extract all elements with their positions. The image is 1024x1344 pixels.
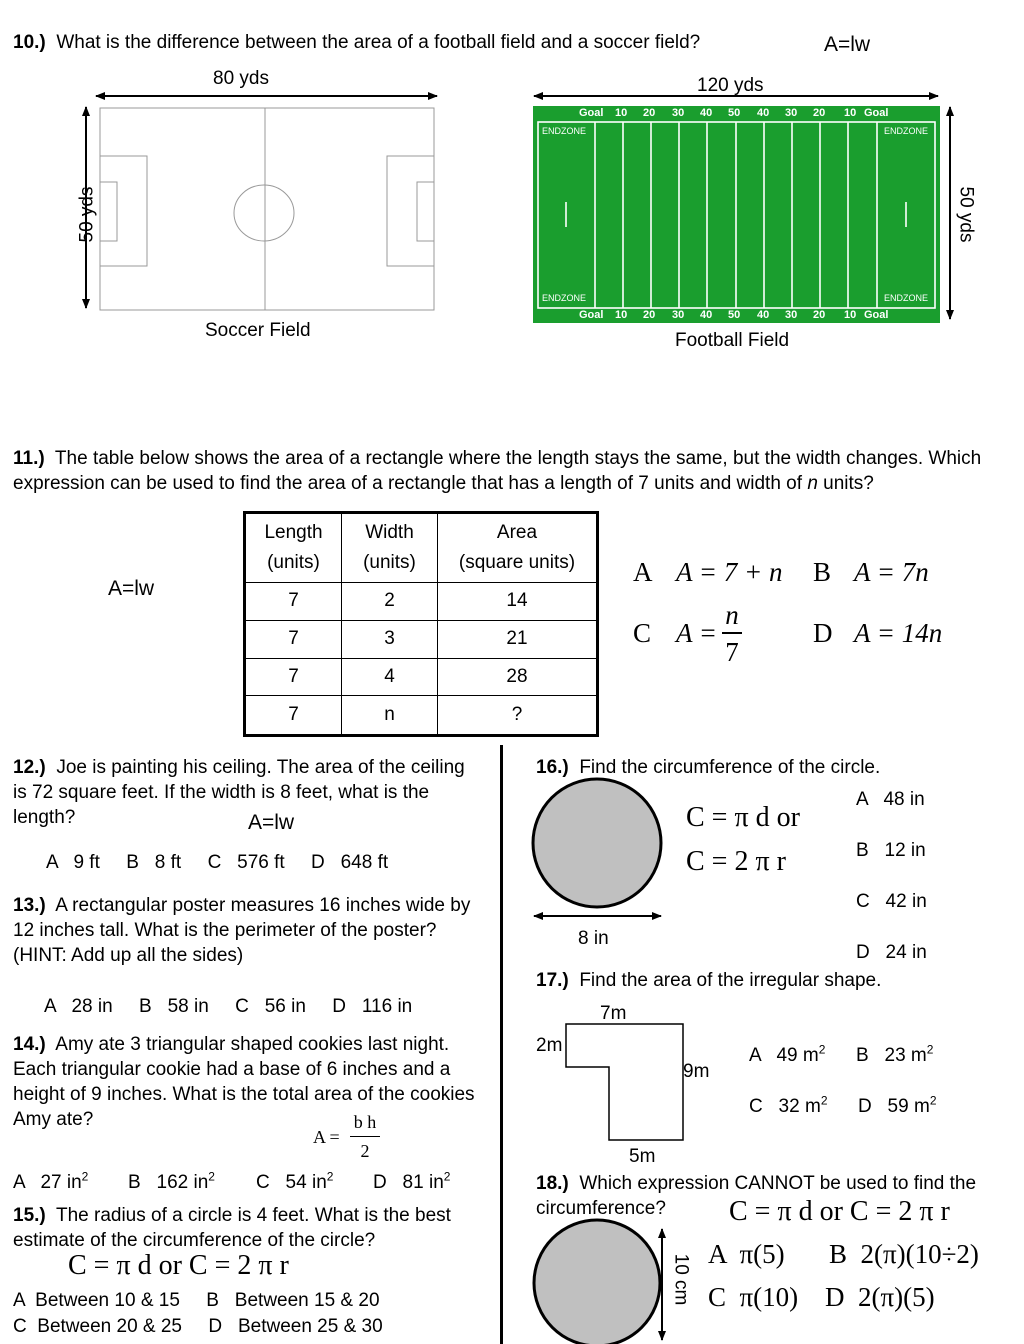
yard-label: 10 xyxy=(615,309,628,321)
q13-text: A rectangular poster measures 16 inches wide by 12 inches tall. What is the perimeter of the poster? (HINT: Add up all the sides) xyxy=(13,895,471,966)
q17-number: 17.) xyxy=(536,970,569,991)
q17-answer-a: A 49 $m^2$ xyxy=(749,1042,826,1066)
q15-text: The radius of a circle is 4 feet. What is the best estimate of the circumference of the circle? xyxy=(13,1205,451,1251)
q16-formula-2: C = 2 π r xyxy=(686,846,786,877)
soccer-caption: Soccer Field xyxy=(205,320,311,341)
endzone-label: ENDZONE xyxy=(884,126,929,136)
q12-answers: A 9 ft B 8 ft C 576 ft D 648 ft xyxy=(46,852,389,873)
q15-answers-row1: A Between 10 & 15 B Between 15 & 20 xyxy=(13,1290,380,1311)
q15-formula: C = π d or C = 2 π r xyxy=(68,1250,289,1281)
q17-answer-b: B 23 $m^2$ xyxy=(856,1042,934,1066)
table-cell: 7 xyxy=(245,583,342,621)
soccer-height-label: 50 yds xyxy=(76,186,98,243)
q17-top-label: 7m xyxy=(600,1003,627,1024)
q14-answer-a: A 27 $in^2$ xyxy=(13,1169,89,1193)
q14-answer-c: C 54 $in^2$ xyxy=(256,1169,334,1193)
q12-number: 12.) xyxy=(13,757,46,778)
q10-number: 10.) xyxy=(13,32,46,53)
q17-answer-d: D 59 $m^2$ xyxy=(858,1093,937,1117)
yard-label: 20 xyxy=(643,107,656,119)
q17-text: Find the area of the irregular shape. xyxy=(579,970,882,991)
q11-text: The table below shows the area of a rectangle where the length stays the same, but the width changes. Which expression can be used to find the area of a rectangle that has a length of 7 units and width of xyxy=(13,448,982,494)
football-caption: Football Field xyxy=(675,330,790,351)
football-height-label: 50 yds xyxy=(955,186,977,243)
yard-label: 50 xyxy=(728,309,741,321)
soccer-width-label: 80 yds xyxy=(213,68,269,89)
q16-diameter-label: 8 in xyxy=(578,928,609,949)
yard-label: 10 xyxy=(844,309,857,321)
q15-number: 15.) xyxy=(13,1205,46,1226)
endzone-label: ENDZONE xyxy=(884,293,929,303)
circle-shape xyxy=(534,1220,660,1344)
table-header: Length (units) xyxy=(245,513,342,583)
endzone-label: ENDZONE xyxy=(542,293,587,303)
yard-label: 30 xyxy=(672,309,685,321)
table-cell: 7 xyxy=(245,620,342,658)
q11-choice-a-letter: A xyxy=(633,557,653,587)
table-cell: 7 xyxy=(245,696,342,736)
q11-number: 11.) xyxy=(13,448,45,469)
yard-label: Goal xyxy=(579,107,604,119)
endzone-label: ENDZONE xyxy=(542,126,587,136)
table-cell: 28 xyxy=(438,658,598,696)
q15-answers-row2: C Between 20 & 25 D Between 25 & 30 xyxy=(13,1316,383,1337)
q11-choice-c-letter: C xyxy=(633,618,652,648)
yard-label: Goal xyxy=(864,309,889,321)
q14-answer-b: B 162 $in^2$ xyxy=(128,1169,215,1193)
q16-answer-b: B 12 in xyxy=(856,840,926,861)
q18-formula: C = π d or C = 2 π r xyxy=(729,1196,950,1227)
yard-label: Goal xyxy=(864,107,889,119)
q11-choice-b-letter: B xyxy=(813,557,832,587)
yard-label: 50 xyxy=(728,107,741,119)
q18-diameter-label: 10 cm xyxy=(670,1253,692,1306)
q18-text: Which expression CANNOT be used to find the circumference? xyxy=(536,1173,977,1219)
q16-answer-d: D 24 in xyxy=(856,942,927,963)
yard-label: 20 xyxy=(813,107,826,119)
q16-text: Find the circumference of the circle. xyxy=(579,757,881,778)
yard-label: 40 xyxy=(700,309,713,321)
table-header: Width (units) xyxy=(342,513,438,583)
q11-choice-d: A = 14n xyxy=(854,618,943,648)
q12-text: Joe is painting his ceiling. The area of the ceiling is 72 square feet. If the width is 8 feet, what is the length? xyxy=(13,757,465,828)
q17-answer-c: C 32 $m^2$ xyxy=(749,1093,828,1117)
q14-number: 14.) xyxy=(13,1034,46,1055)
q12-formula: A=lw xyxy=(248,811,295,834)
q18-choice-d: D 2(π)(5) xyxy=(825,1282,935,1312)
q14-formula-lhs: A = xyxy=(313,1127,340,1147)
table-header: Area (square units) xyxy=(438,513,598,583)
football-width-label: 120 yds xyxy=(697,75,764,96)
yard-label: 40 xyxy=(757,107,770,119)
table-cell: n xyxy=(342,696,438,736)
q17-bottom-label: 5m xyxy=(629,1146,656,1167)
q14-formula-denominator: 2 xyxy=(360,1141,370,1161)
q11-variable: n xyxy=(807,473,818,494)
q18-choice-b: B 2(π)(10÷2) xyxy=(829,1239,979,1269)
table-cell: 21 xyxy=(438,620,598,658)
q11-choice-a: A = 7 + n xyxy=(676,557,783,587)
yard-label: 10 xyxy=(615,107,628,119)
table-cell: 4 xyxy=(342,658,438,696)
yard-label: 30 xyxy=(785,107,798,119)
q16-number: 16.) xyxy=(536,757,569,778)
q11-choice-c-denominator: 7 xyxy=(725,637,739,667)
q16-formula-1: C = π d or xyxy=(686,802,800,833)
q18-choice-c: C π(10) xyxy=(708,1282,799,1312)
q11-choice-b: A = 7n xyxy=(854,557,929,587)
q14-formula-numerator: b h xyxy=(353,1112,377,1132)
table-cell: ? xyxy=(438,696,598,736)
q16-answer-a: A 48 in xyxy=(856,789,925,810)
q13-answers: A 28 in B 58 in C 56 in D 116 in xyxy=(44,996,413,1017)
yard-label: 40 xyxy=(757,309,770,321)
q14-answer-d: D 81 $in^2$ xyxy=(373,1169,451,1193)
q18-number: 18.) xyxy=(536,1173,569,1194)
yard-label: 30 xyxy=(785,309,798,321)
yard-label: 40 xyxy=(700,107,713,119)
q14-text: Amy ate 3 triangular shaped cookies last night. Each triangular cookie had a base of 6 inches and a height of 9 inches. What is the total area of the cookies Amy ate? xyxy=(13,1034,475,1130)
q10-formula: A=lw xyxy=(824,33,871,56)
q17-left-label: 2m xyxy=(536,1035,563,1056)
q11-formula: A=lw xyxy=(108,577,155,600)
q16-answer-c: C 42 in xyxy=(856,891,927,912)
table-cell: 14 xyxy=(438,583,598,621)
q11-choice-c-lhs: A = xyxy=(676,618,717,648)
table-cell: 7 xyxy=(245,658,342,696)
q11-choice-d-letter: D xyxy=(813,618,833,648)
yard-label: 30 xyxy=(672,107,685,119)
yard-label: 10 xyxy=(844,107,857,119)
yard-label: 20 xyxy=(643,309,656,321)
yard-label: 20 xyxy=(813,309,826,321)
q10-text: What is the difference between the area of a football field and a soccer field? xyxy=(56,32,701,53)
q11-choice-c-numerator: n xyxy=(725,600,739,630)
q13-number: 13.) xyxy=(13,895,46,916)
table-cell: 3 xyxy=(342,620,438,658)
q11-text-end: units? xyxy=(823,473,874,494)
q18-choice-a: A π(5) xyxy=(708,1239,785,1269)
q17-right-label: 9m xyxy=(683,1061,710,1082)
table-cell: 2 xyxy=(342,583,438,621)
yard-label: Goal xyxy=(579,309,604,321)
